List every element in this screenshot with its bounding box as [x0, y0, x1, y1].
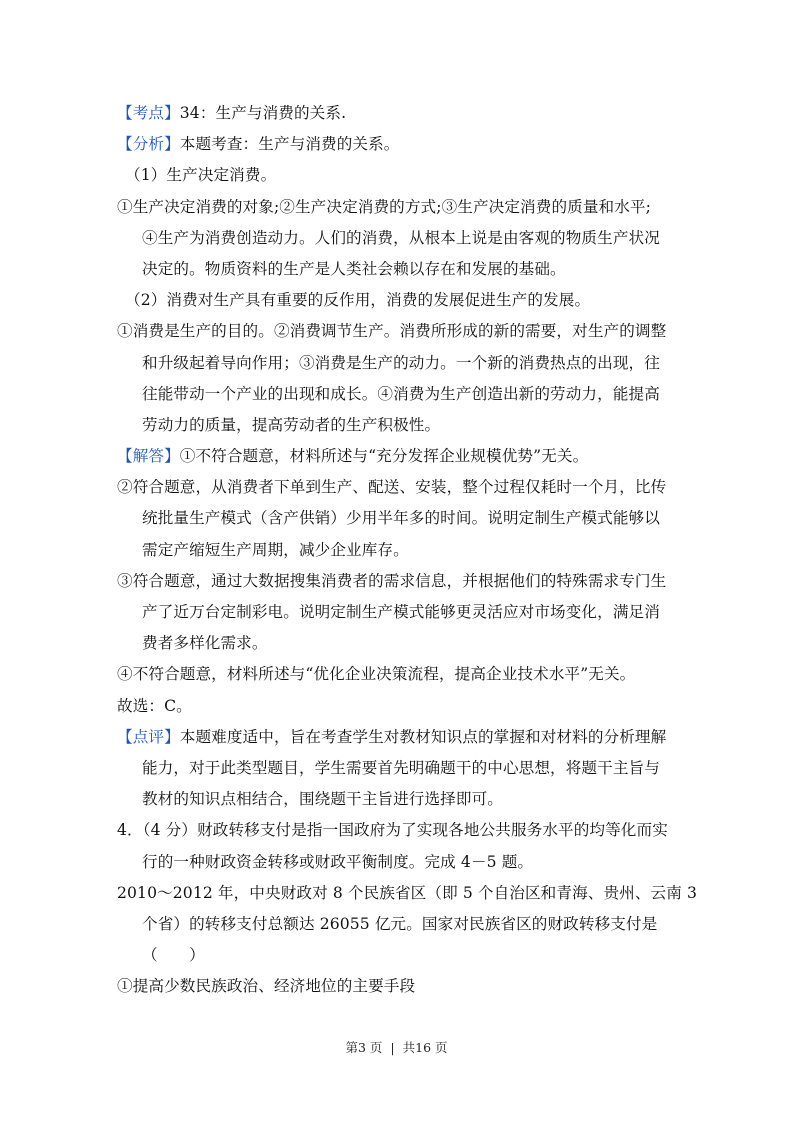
- question-line: 2010～2012 年，中央财政对 8 个民族省区（即 5 个自治区和青海、贵州、云南 3: [117, 883, 697, 902]
- dianping-text: 本题难度适中，旨在考查学生对教材知识点的掌握和对材料的分析理解: [179, 727, 667, 746]
- text-line: ④不符合题意，材料所述与“优化企业决策流程，提高企业技术水平”无关。: [117, 665, 636, 684]
- text-line: ②符合题意，从消费者下单到生产、配送、安装，整个过程仅耗时一个月，比传: [117, 478, 667, 497]
- fenxi-tag: 【分析】: [117, 135, 180, 154]
- kaodian-text: 34：生产与消费的关系.: [179, 104, 347, 122]
- dianping-tag: 【点评】: [117, 727, 180, 746]
- text-line: （2）消费对生产具有重要的反作用，消费的发展促进生产的发展。: [125, 291, 591, 310]
- question-blank: （ ）: [142, 946, 205, 965]
- jieda-text: ①不符合题意，材料所述与“充分发挥企业规模优势”无关。: [179, 447, 589, 466]
- text-line: 产了近万台定制彩电。说明定制生产模式能够更灵活应对市场变化，满足消: [142, 603, 660, 621]
- answer-line: 故选：C。: [117, 696, 192, 715]
- question-line: 4．（4 分）财政转移支付是指一国政府为了实现各地公共服务水平的均等化而实: [117, 821, 668, 840]
- footer-separator: |: [390, 1040, 395, 1055]
- text-line: 能力，对于此类型题目，学生需要首先明确题干的中心思想，将题干主旨与: [142, 758, 660, 777]
- text-line: ④生产为消费创造动力。人们的消费，从根本上说是由客观的物质生产状况: [142, 228, 660, 247]
- text-line: 决定的。物质资料的生产是人类社会赖以存在和发展的基础。: [142, 259, 566, 278]
- text-line: ①生产决定消费的对象;②生产决定消费的方式;③生产决定消费的质量和水平;: [117, 197, 651, 216]
- kaodian-line: [117, 98, 683, 129]
- text-line: 往能带动一个产业的出现和成长。④消费为生产创造出新的劳动力，能提高: [142, 384, 660, 403]
- text-line: 需定产缩短生产周期，减少企业库存。: [142, 540, 409, 559]
- document-body: [117, 98, 697, 1002]
- text-line: 教材的知识点相结合，围绕题干主旨进行选择即可。: [142, 790, 503, 809]
- text-line: （1）生产决定消费。: [125, 166, 277, 185]
- page-total: 共16 页: [402, 1040, 448, 1055]
- page-footer: [0, 1038, 793, 1056]
- page-number: 第3 页: [345, 1040, 383, 1055]
- text-line: 劳动力的质量，提高劳动者的生产积极性。: [142, 415, 441, 434]
- question-line: 行的一种财政资金转移或财政平衡制度。完成 4－5 题。: [142, 852, 534, 871]
- jieda-tag: 【解答】: [117, 447, 180, 466]
- question-line: 个省）的转移支付总额达 26055 亿元。国家对民族省区的财政转移支付是: [142, 914, 658, 933]
- text-line: 费者多样化需求。: [142, 634, 268, 653]
- text-line: ③符合题意，通过大数据搜集消费者的需求信息，并根据他们的特殊需求专门生: [117, 571, 667, 590]
- text-line: 和升级起着导向作用；③消费是生产的动力。一个新的消费热点的出现，往: [142, 353, 660, 372]
- question-option: ①提高少数民族政治、经济地位的主要手段: [117, 977, 416, 996]
- kaodian-tag: 【考点】: [117, 104, 180, 122]
- dianping-line: [117, 722, 683, 753]
- fenxi-text: 本题考查：生产与消费的关系。: [179, 135, 400, 154]
- text-line: 统批量生产模式（含产供销）少用半年多的时间。说明定制生产模式能够以: [142, 509, 660, 528]
- text-line: ①消费是生产的目的。②消费调节生产。消费所形成的新的需要，对生产的调整: [117, 322, 667, 341]
- fenxi-line: [117, 129, 683, 160]
- jieda-line: [117, 441, 683, 472]
